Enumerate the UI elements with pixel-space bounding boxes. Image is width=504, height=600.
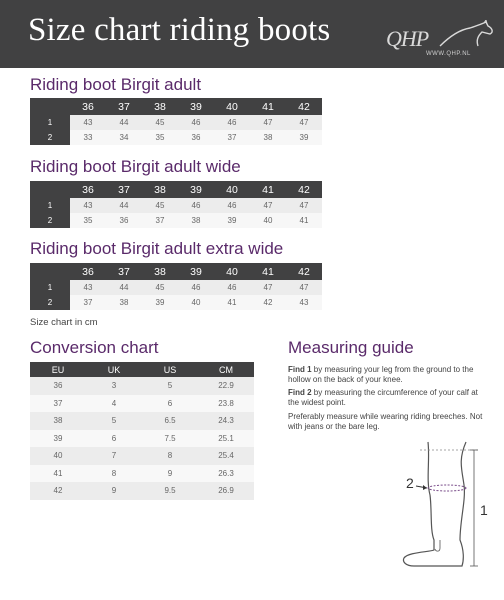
table-row (30, 130, 322, 145)
table-cell: 34 (106, 130, 142, 145)
column-header: EU (30, 362, 86, 377)
table-cell: 8 (86, 465, 142, 483)
table-cell: 26.9 (198, 482, 254, 500)
table-cell: 44 (106, 115, 142, 130)
table-cell: 42 (250, 295, 286, 310)
table-cell: 37 (142, 213, 178, 228)
table-cell: 9.5 (142, 482, 198, 500)
size-header: 37 (106, 98, 142, 115)
table-cell: 24.3 (198, 412, 254, 430)
column-header: US (142, 362, 198, 377)
corner-cell (30, 263, 70, 280)
table-row (30, 115, 322, 130)
table-row (30, 395, 254, 413)
table-cell: 7.5 (142, 430, 198, 448)
table-cell: 46 (178, 280, 214, 295)
table-cell: 5 (142, 377, 198, 395)
table-row (30, 447, 254, 465)
size-header: 40 (214, 98, 250, 115)
table-cell: 46 (214, 198, 250, 213)
measure-label-1: 1 (480, 502, 488, 518)
horse-head-icon (436, 20, 496, 50)
table-cell: 44 (106, 198, 142, 213)
table-cell: 37 (70, 295, 106, 310)
table-row (30, 198, 322, 213)
size-header: 36 (70, 181, 106, 198)
table-cell: 22.9 (198, 377, 254, 395)
size-header: 39 (178, 263, 214, 280)
table-cell: 45 (142, 115, 178, 130)
table-cell: 26.3 (198, 465, 254, 483)
table-cell: 7 (86, 447, 142, 465)
measuring-guide-title: Measuring guide (288, 338, 414, 357)
logo-text: QHP (386, 26, 429, 51)
table-cell: 46 (214, 280, 250, 295)
table-cell: 39 (286, 130, 322, 145)
table-cell: 43 (70, 280, 106, 295)
size-header: 37 (106, 263, 142, 280)
table-cell: 35 (70, 213, 106, 228)
corner-cell (30, 181, 70, 198)
size-header: 36 (70, 98, 106, 115)
size-header: 42 (286, 263, 322, 280)
guide-find-2 (288, 388, 488, 407)
size-header: 39 (178, 98, 214, 115)
size-note: Size chart in cm (30, 317, 98, 328)
table-row (30, 482, 254, 500)
table-cell: 47 (250, 280, 286, 295)
table-cell: 43 (70, 198, 106, 213)
table-cell: 23.8 (198, 395, 254, 413)
table-cell: 43 (70, 115, 106, 130)
table-title-extra-wide: Riding boot Birgit adult extra wide (30, 239, 284, 258)
table-cell: 36 (106, 213, 142, 228)
size-header: 40 (214, 263, 250, 280)
size-header: 38 (142, 181, 178, 198)
table-cell: 8 (142, 447, 198, 465)
table-cell: 37 (214, 130, 250, 145)
size-header: 42 (286, 98, 322, 115)
table-row (30, 465, 254, 483)
qhp-logo (384, 20, 494, 62)
size-header: 38 (142, 98, 178, 115)
table-cell: 40 (178, 295, 214, 310)
table-cell: 38 (106, 295, 142, 310)
row-label: 2 (30, 295, 70, 310)
row-label: 2 (30, 130, 70, 145)
find-1-label: Find 1 (288, 365, 312, 374)
size-header: 39 (178, 181, 214, 198)
logo-url: WWW.QHP.NL (426, 51, 471, 57)
conversion-table (30, 362, 254, 500)
size-header: 37 (106, 181, 142, 198)
table-cell: 5 (86, 412, 142, 430)
table-cell: 9 (86, 482, 142, 500)
table-cell: 46 (178, 115, 214, 130)
table-cell: 46 (214, 115, 250, 130)
find-2-label: Find 2 (288, 388, 312, 397)
table-row (30, 280, 322, 295)
size-table-extra-wide (30, 263, 322, 310)
table-cell: 36 (30, 377, 86, 395)
row-label: 1 (30, 280, 70, 295)
size-table-wide (30, 181, 322, 228)
table-cell: 43 (286, 295, 322, 310)
table-row (30, 377, 254, 395)
table-cell: 47 (250, 198, 286, 213)
find-1-text: by measuring your leg from the ground to the hollow on the back of your knee. (288, 365, 474, 384)
header-bar (0, 0, 504, 68)
size-header: 41 (250, 181, 286, 198)
guide-find-1 (288, 365, 488, 384)
table-cell: 41 (286, 213, 322, 228)
measure-label-2: 2 (406, 475, 414, 491)
table-cell: 41 (30, 465, 86, 483)
column-header: CM (198, 362, 254, 377)
table-cell: 38 (250, 130, 286, 145)
table-cell: 37 (30, 395, 86, 413)
size-header: 36 (70, 263, 106, 280)
size-header-row (30, 98, 322, 115)
table-cell: 42 (30, 482, 86, 500)
page-title: Size chart riding boots (28, 12, 331, 48)
table-cell: 38 (178, 213, 214, 228)
row-label: 2 (30, 213, 70, 228)
table-row (30, 295, 322, 310)
table-cell: 44 (106, 280, 142, 295)
table-cell: 40 (30, 447, 86, 465)
table-cell: 39 (30, 430, 86, 448)
table-cell: 6.5 (142, 412, 198, 430)
table-cell: 47 (286, 280, 322, 295)
table-cell: 9 (142, 465, 198, 483)
table-title-wide: Riding boot Birgit adult wide (30, 157, 241, 176)
size-header: 40 (214, 181, 250, 198)
table-cell: 39 (142, 295, 178, 310)
table-cell: 45 (142, 280, 178, 295)
table-cell: 6 (142, 395, 198, 413)
table-cell: 41 (214, 295, 250, 310)
table-row (30, 430, 254, 448)
table-cell: 6 (86, 430, 142, 448)
table-row (30, 213, 322, 228)
table-row (30, 412, 254, 430)
size-table-adult (30, 98, 322, 145)
find-2-text: by measuring the circumference of your calf at the widest point. (288, 388, 478, 407)
corner-cell (30, 98, 70, 115)
table-title-adult: Riding boot Birgit adult (30, 75, 202, 94)
table-cell: 47 (286, 198, 322, 213)
row-label: 1 (30, 198, 70, 213)
size-header: 38 (142, 263, 178, 280)
table-cell: 40 (250, 213, 286, 228)
guide-tip: Preferably measure while wearing riding breeches. Not with jeans or the bare leg. (288, 412, 483, 431)
conversion-title: Conversion chart (30, 338, 159, 357)
size-header-row (30, 181, 322, 198)
table-cell: 36 (178, 130, 214, 145)
table-cell: 47 (286, 115, 322, 130)
row-label: 1 (30, 115, 70, 130)
table-cell: 4 (86, 395, 142, 413)
table-cell: 33 (70, 130, 106, 145)
table-cell: 25.4 (198, 447, 254, 465)
table-cell: 46 (178, 198, 214, 213)
table-cell: 3 (86, 377, 142, 395)
size-header: 41 (250, 98, 286, 115)
conversion-header-row (30, 362, 254, 377)
table-cell: 47 (250, 115, 286, 130)
table-cell: 35 (142, 130, 178, 145)
table-cell: 39 (214, 213, 250, 228)
size-header-row (30, 263, 322, 280)
size-header: 42 (286, 181, 322, 198)
table-cell: 25.1 (198, 430, 254, 448)
size-header: 41 (250, 263, 286, 280)
column-header: UK (86, 362, 142, 377)
table-cell: 45 (142, 198, 178, 213)
table-cell: 38 (30, 412, 86, 430)
leg-diagram (400, 440, 504, 575)
